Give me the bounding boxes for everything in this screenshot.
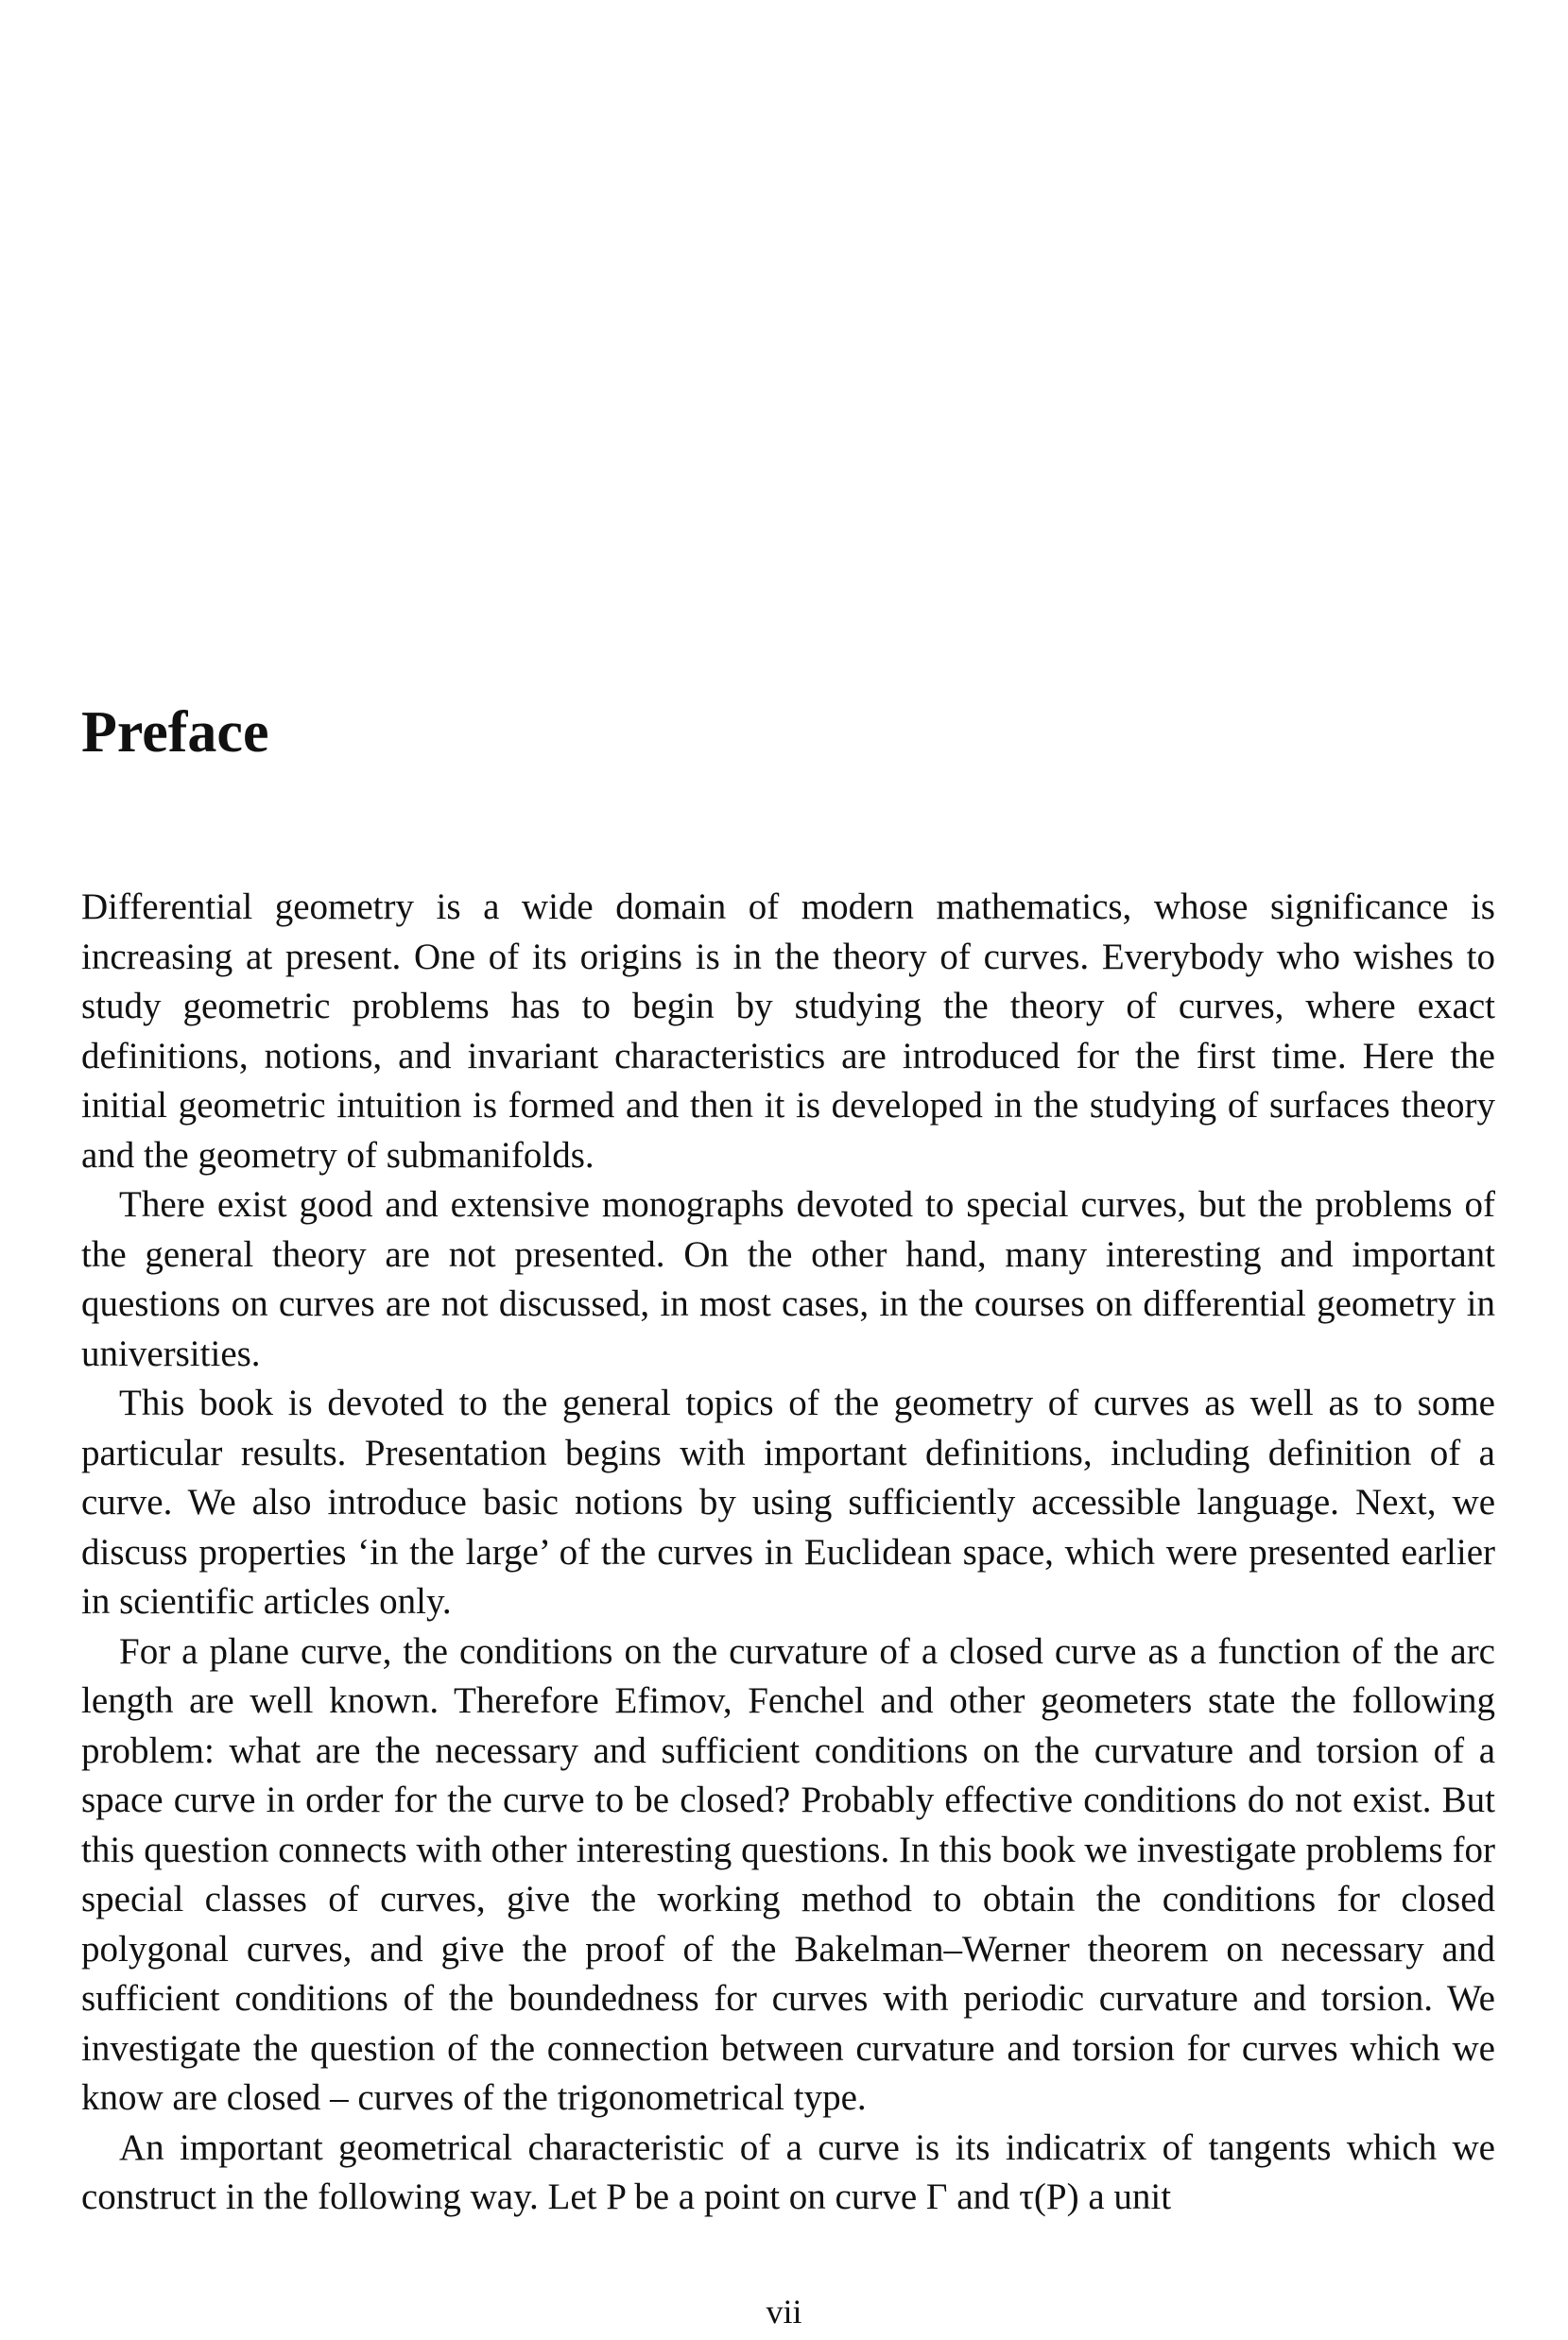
- paragraph-5: An important geometrical characteristic of a curve is its indicatrix of tangents which we construct in the following way. Let P be a point on curve Γ and τ(P) a unit: [81, 2126, 1495, 2217]
- paragraph-2: There exist good and extensive monographs devoted to special curves, but the problems of the general theory are not presented. On the other hand, many interesting and important questions on curves are not discussed, in most cases, in the courses on differential geometry in universities.: [81, 1184, 1495, 1374]
- preface-body: [81, 883, 1495, 2223]
- page-number: vii: [766, 2293, 802, 2331]
- paragraph-4: For a plane curve, the conditions on the curvature of a closed curve as a function of the arc length are well known. Therefore Efimov, Fenchel and other geometers state the following problem: what are the necessary and sufficient conditions on the curvature and torsion of a space curve in order for the curve to be closed? Probably effective conditions do not exist. But this question connects with other interesting questions. In this book we investigate problems for special classes of curves, give the working method to obtain the conditions for closed polygonal curves, and give the proof of the Bakelman–Werner theorem on necessary and sufficient conditions of the boundedness for curves with periodic curvature and torsion. We investigate the question of the connection between curvature and torsion for curves which we know are closed – curves of the trigonometrical type.: [81, 1630, 1495, 2118]
- paragraph-3: This book is devoted to the general topics of the geometry of curves as well as to some particular results. Presentation begins with important definitions, including definition of a curve. We also introduce basic notions by using sufficiently accessible language. Next, we discuss properties ‘in the large’ of the curves in Euclidean space, which were presented earlier in scientific articles only.: [81, 1383, 1495, 1622]
- paragraph-1: Differential geometry is a wide domain of modern mathematics, whose significance is increasing at present. One of its origins is in the theory of curves. Everybody who wishes to study geometric problems has to begin by studying the theory of curves, where exact definitions, notions, and invariant characteristics are introduced for the first time. Here the initial geometric intuition is formed and then it is developed in the studying of surfaces theory and the geometry of submanifolds.: [81, 886, 1495, 1176]
- page-title: Preface: [81, 700, 269, 765]
